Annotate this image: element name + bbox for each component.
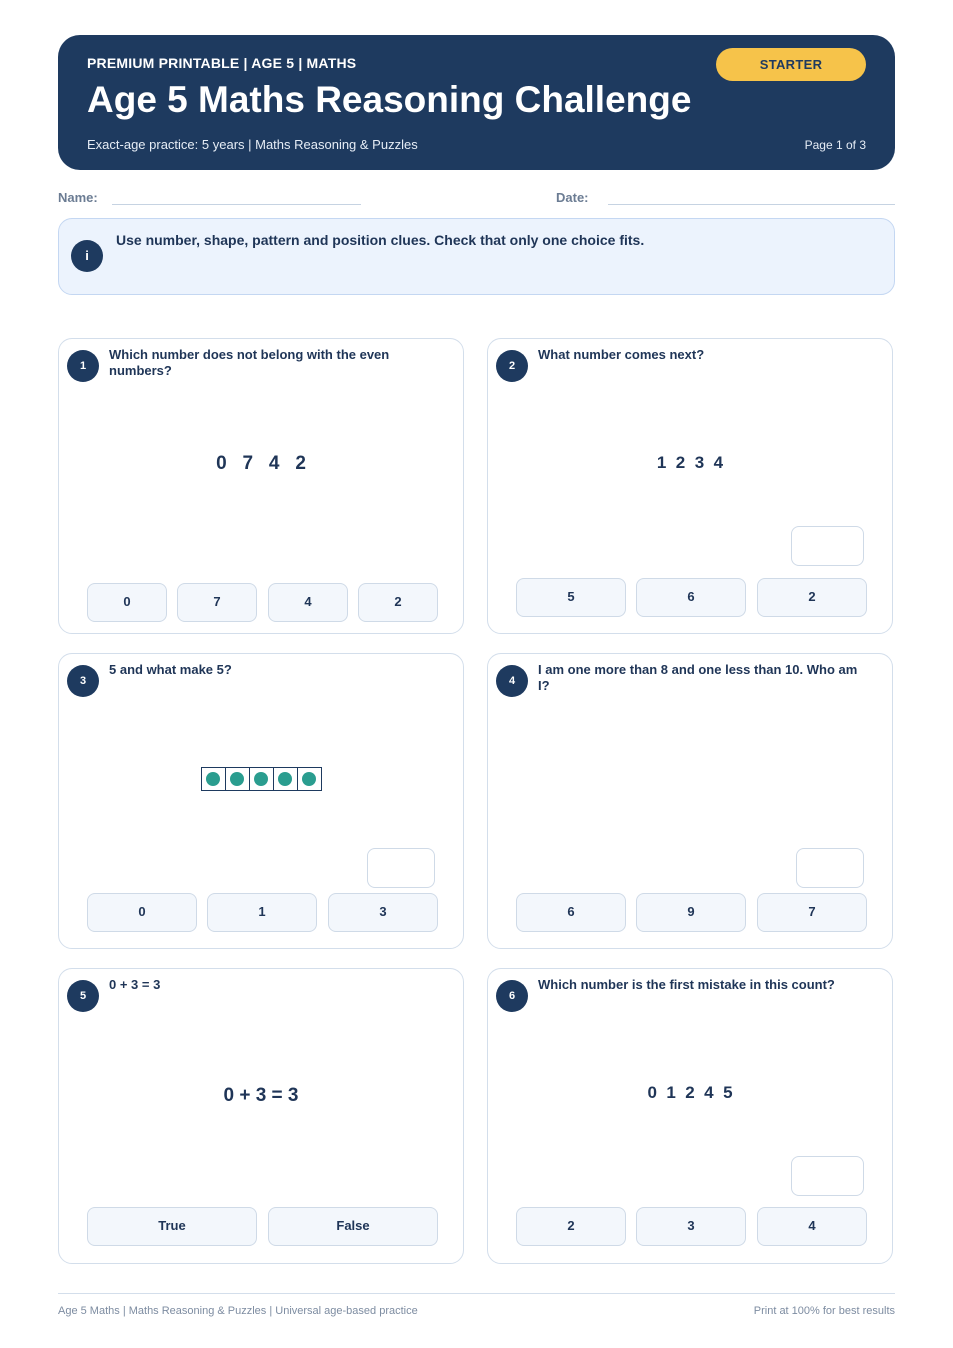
page-number: Page 1 of 3 — [804, 138, 866, 152]
false-option[interactable]: False — [268, 1207, 438, 1246]
answer-option[interactable]: 2 — [757, 578, 867, 617]
answer-option[interactable]: 3 — [636, 1207, 746, 1246]
counter-dot — [230, 772, 244, 786]
question-card-5 — [58, 968, 464, 1264]
question-card-4 — [487, 653, 893, 949]
answer-option[interactable]: 6 — [636, 578, 746, 617]
number-sequence: 0 7 4 2 — [216, 453, 306, 474]
number-sequence: 1 2 3 4 — [656, 453, 724, 472]
header-subtitle: Exact-age practice: 5 years | Maths Reasoning & Puzzles — [87, 137, 418, 152]
header-eyebrow: PREMIUM PRINTABLE | AGE 5 | MATHS — [87, 55, 357, 71]
answer-option[interactable]: 5 — [516, 578, 626, 617]
footer-left: Age 5 Maths | Maths Reasoning & Puzzles | Universal age-based practice — [58, 1305, 418, 1317]
footer-right: Print at 100% for best results — [753, 1305, 895, 1317]
answer-box[interactable] — [367, 848, 435, 888]
answer-option[interactable]: 4 — [757, 1207, 867, 1246]
counter-dot — [302, 772, 316, 786]
info-icon: i — [71, 240, 103, 272]
equation-display: 0 + 3 = 3 — [223, 1085, 299, 1106]
answer-option[interactable]: 7 — [177, 583, 257, 622]
answer-option[interactable]: 3 — [328, 893, 438, 932]
question-number: 1 — [67, 350, 99, 382]
question-prompt: 5 and what make 5? — [109, 662, 232, 677]
question-prompt: Which number does not belong with the even numbers? — [109, 347, 390, 378]
answer-box[interactable] — [796, 848, 864, 888]
level-badge: STARTER — [716, 48, 866, 81]
answer-option[interactable]: 1 — [207, 893, 317, 932]
question-card-3 — [58, 653, 464, 949]
answer-option[interactable]: 2 — [358, 583, 438, 622]
question-prompt: I am one more than 8 and one less than 10. Who am I? — [538, 662, 858, 693]
question-number: 2 — [496, 350, 528, 382]
question-number: 6 — [496, 980, 528, 1012]
answer-option[interactable]: 6 — [516, 893, 626, 932]
counter-dot — [206, 772, 220, 786]
answer-box[interactable] — [791, 1156, 864, 1196]
counter-dot — [254, 772, 268, 786]
answer-option[interactable]: 0 — [87, 583, 167, 622]
question-card-2 — [487, 338, 893, 634]
answer-option[interactable]: 2 — [516, 1207, 626, 1246]
counter-dot — [278, 772, 292, 786]
header-banner — [58, 35, 895, 170]
question-prompt: 0 + 3 = 3 — [109, 977, 161, 992]
question-prompt: Which number is the first mistake in this count? — [538, 977, 835, 992]
question-number: 4 — [496, 665, 528, 697]
answer-option[interactable]: 0 — [87, 893, 197, 932]
date-label: Date: — [556, 190, 589, 205]
number-sequence: 0 1 2 4 5 — [647, 1083, 733, 1102]
ten-frame — [59, 767, 463, 791]
page-title: Age 5 Maths Reasoning Challenge — [87, 79, 692, 120]
name-label: Name: — [58, 190, 98, 205]
question-card-1 — [58, 338, 464, 634]
five-frame — [201, 767, 322, 791]
true-option[interactable]: True — [87, 1207, 257, 1246]
question-number: 3 — [67, 665, 99, 697]
answer-option[interactable]: 9 — [636, 893, 746, 932]
answer-option[interactable]: 7 — [757, 893, 867, 932]
answer-box[interactable] — [791, 526, 864, 566]
question-number: 5 — [67, 980, 99, 1012]
instructions-text: Use number, shape, pattern and position clues. Check that only one choice fits. — [116, 232, 645, 248]
name-line[interactable] — [112, 204, 361, 205]
question-card-6 — [487, 968, 893, 1264]
answer-option[interactable]: 4 — [268, 583, 348, 622]
instructions-box — [58, 218, 895, 295]
date-line[interactable] — [608, 204, 895, 205]
question-prompt: What number comes next? — [538, 347, 705, 362]
footer-divider — [58, 1293, 895, 1294]
